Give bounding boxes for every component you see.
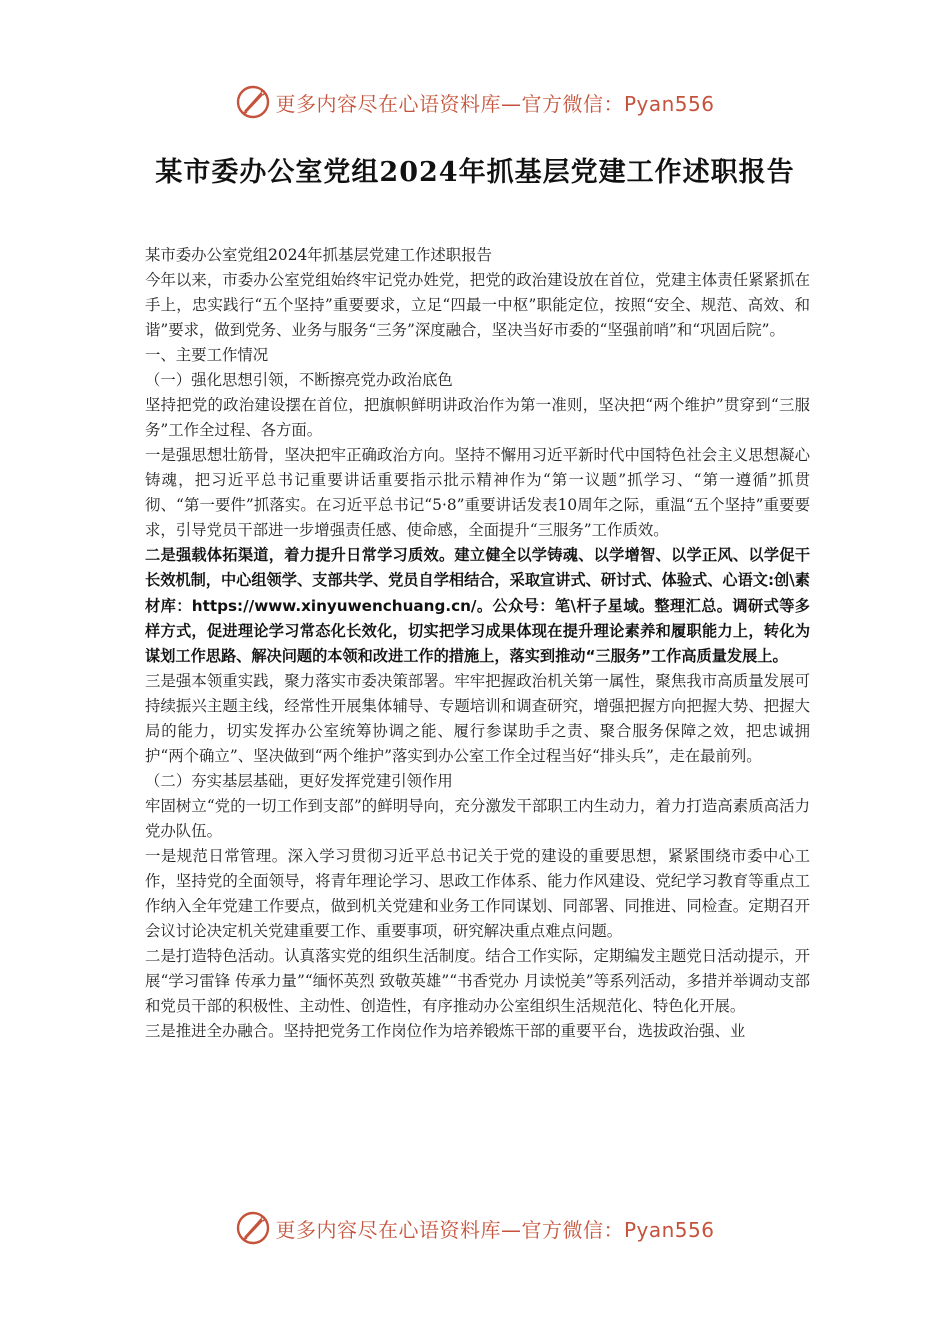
footer-banner xyxy=(0,1208,950,1248)
paragraph: 二是打造特色活动。认真落实党的组织生活制度。结合工作实际，定期编发主题党日活动提示，开展“学习雷锋 传承力量”“缅怀英烈 致敬英雄”“书香党办 月读悦美”等系列活动，多措并举调动支部和党员干部的积极性、主动性、创造性，有序推动办公室组织生活规范化、特色化开展。 xyxy=(145,947,810,1016)
quill-pen-logo-icon xyxy=(235,84,271,120)
paragraph: 一是强思想壮筋骨，坚决把牢正确政治方向。坚持不懈用习近平新时代中国特色社会主义思想凝心铸魂，把习近平总书记重要讲话重要指示批示精神作为“第一议题”抓学习、“第一遵循”抓贯彻、“第一要件”抓落实。在习近平总书记“5·8”重要讲话发表10周年之际，重温“五个坚持”重要要求，引导党员干部进一步增强责任感、使命感，全面提升“三服务”工作质效。 xyxy=(145,446,810,539)
section-heading: 一、主要工作情况 xyxy=(145,346,269,364)
paragraph: 一是规范日常管理。深入学习贯彻习近平总书记关于党的建设的重要思想，紧紧围绕市委中心工作，坚持党的全面领导，将青年理论学习、思政工作体系、能力作风建设、党纪学习教育等重点工作纳入全年党建工作要点，做到机关党建和业务工作同谋划、同部署、同推进、同检查。定期召开会议讨论决定机关党建重要工作、重要事项，研究解决重点难点问题。 xyxy=(145,847,810,941)
quill-pen-logo-icon xyxy=(235,1210,271,1246)
subsection-heading: （二）夯实基层基础，更好发挥党建引领作用 xyxy=(145,772,453,791)
paragraph: 三是推进全办融合。坚持把党务工作岗位作为培养锻炼干部的重要平台，选拔政治强、业 xyxy=(145,1022,746,1041)
document-body xyxy=(145,243,810,1044)
banner-text: 更多内容尽在心语资料库—官方微信：Pyan556 xyxy=(275,1217,715,1242)
paragraph: 某市委办公室党组2024年抓基层党建工作述职报告 xyxy=(145,246,492,264)
document-title: 某市委办公室党组2024年抓基层党建工作述职报告 xyxy=(155,157,795,188)
paragraph: 坚持把党的政治建设摆在首位，把旗帜鲜明讲政治作为第一准则，坚决把“两个维护”贯穿到“三服务”工作全过程、各方面。 xyxy=(145,396,810,439)
paragraph: 三是强本领重实践，聚力落实市委决策部署。牢牢把握政治机关第一属性，聚焦我市高质量发展可持续振兴主题主线，经常性开展集体辅导、专题培训和调查研究，增强把握方向把握大势、把握大局的能力，切实发挥办公室统筹协调之能、履行参谋助手之责、聚合服务保障之效，把忠诚拥护“两个确立”、坚决做到“两个维护”落实到办公室工作全过程当好“排头兵”，走在最前列。 xyxy=(145,672,810,766)
banner-text: 更多内容尽在心语资料库—官方微信：Pyan556 xyxy=(275,91,715,116)
subsection-heading: （一）强化思想引领，不断擦亮党办政治底色 xyxy=(145,371,453,389)
paragraph: 牢固树立“党的一切工作到支部”的鲜明导向，充分激发干部职工内生动力，着力打造高素质高活力党办队伍。 xyxy=(145,797,810,841)
header-banner xyxy=(0,82,950,122)
paragraph-bold: 二是强载体拓渠道，着力提升日常学习质效。建立健全以学铸魂、以学增智、以学正风、以学促干长效机制，中心组领学、支部共学、党员自学相结合，采取宣讲式、研讨式、体验式、心语文:创\素材库：https://www.xinyuwenchuang.cn/。公众号：笔\杆子星域。整理汇总。调研式等多样方式，促进理论学习常态化长效化，切实把学习成果体现在提升理论素养和履职能力上，转化为谋划工作思路、解决问题的本领和改进工作的措施上，落实到推动“三服务”工作高质量发展上。 xyxy=(145,546,810,666)
paragraph: 今年以来，市委办公室党组始终牢记党办姓党，把党的政治建设放在首位，党建主体责任紧紧抓在手上，忠实践行“五个坚持”重要要求，立足“四最一中枢”职能定位，按照“安全、规范、高效、和谐”要求，做到党务、业务与服务“三务”深度融合，坚决当好市委的“坚强前哨”和“巩固后院”。 xyxy=(145,271,810,339)
